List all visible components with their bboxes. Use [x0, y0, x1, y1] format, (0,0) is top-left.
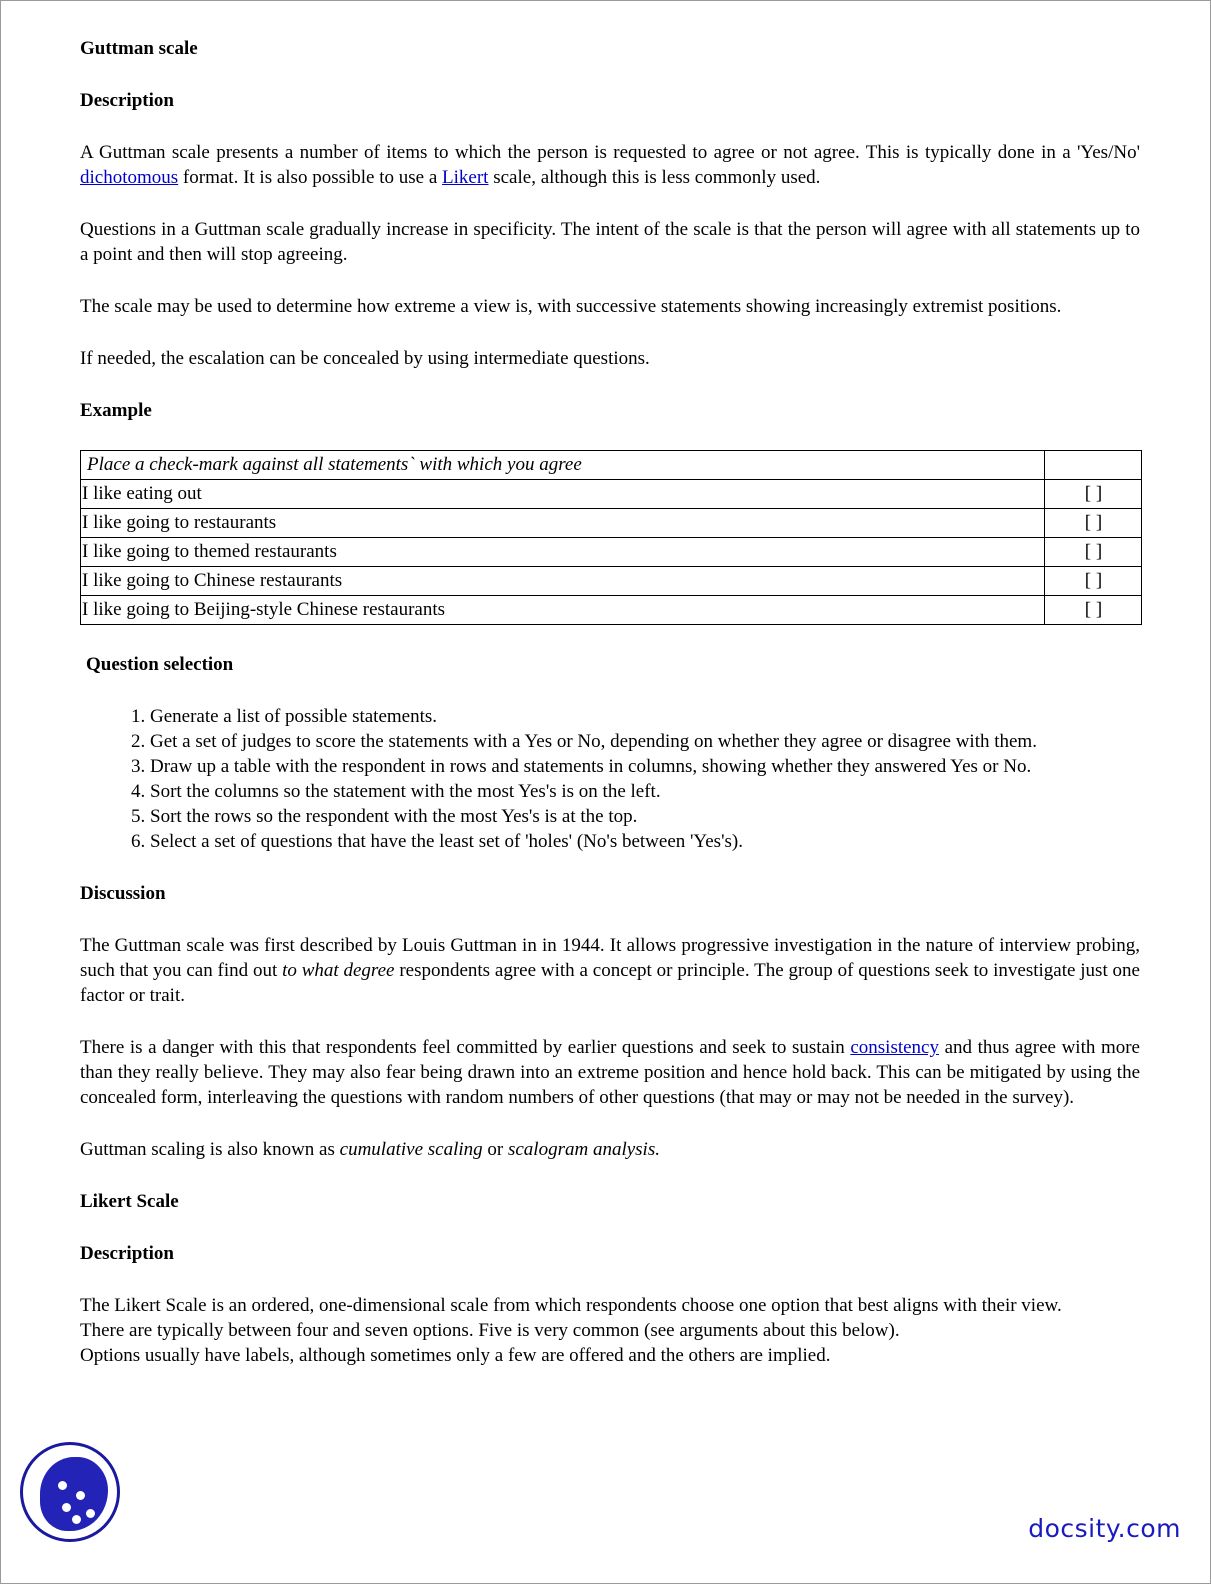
list-item: 3. Draw up a table with the respondent in rows and statements in columns, showing whether they answered Yes or No. [150, 754, 1140, 779]
guttman-paragraph-1 [80, 140, 1140, 190]
text-run: and thus agree with more than they really believe. They may also fear being drawn into an extreme position and hence hold back. This can be mitigated by using the concealed form, interleaving the questions with random numbers of other questions (that may or may not be needed in the survey). [80, 1037, 1140, 1108]
table-header-empty-cell [1045, 451, 1142, 480]
question-selection-heading: Question selection [86, 654, 234, 675]
docsity-logo-icon [20, 1442, 120, 1542]
statement-cell: I like going to themed restaurants [81, 538, 1045, 567]
table-header-row [81, 451, 1142, 480]
text-run: scale, although this is less commonly used. [488, 167, 821, 188]
checkbox-cell[interactable]: [ ] [1045, 596, 1142, 625]
text-run: The Guttman scale was first described by Louis Guttman in in 1944. It allows progressive investigation in the nature of interview probing, such that you can find out [80, 935, 1140, 981]
guttman-title: Guttman scale [80, 38, 198, 59]
table-header-cell: Place a check-mark against all statements` with which you agree [81, 451, 1045, 480]
logo-dot [58, 1481, 67, 1490]
checkbox-cell[interactable]: [ ] [1045, 480, 1142, 509]
logo-blob [40, 1457, 108, 1531]
example-table [80, 450, 1142, 625]
guttman-paragraph-2: Questions in a Guttman scale gradually increase in specificity. The intent of the scale is that the person will agree with all statements up to a point and then will stop agreeing. [80, 219, 1140, 265]
text-run: respondents agree with a concept or principle. The group of questions seek to investigate just one factor or trait. [80, 960, 1140, 1006]
emphasis: scalogram analysis. [507, 1139, 660, 1160]
likert-paragraph-3: Options usually have labels, although sometimes only a few are offered and the others are implied. [80, 1345, 831, 1366]
text-run: format. It is also possible to use a [178, 167, 443, 188]
discussion-paragraph-1 [80, 933, 1140, 1008]
consistency-link[interactable]: consistency [850, 1037, 939, 1058]
table-row [81, 567, 1142, 596]
table-row [81, 596, 1142, 625]
list-item: 1. Generate a list of possible statements. [150, 704, 1140, 729]
discussion-paragraph-2 [80, 1035, 1140, 1110]
table-row [81, 480, 1142, 509]
guttman-paragraph-3: The scale may be used to determine how extreme a view is, with successive statements showing increasingly extremist positions. [80, 296, 1062, 317]
list-item: 2. Get a set of judges to score the statements with a Yes or No, depending on whether they agree or disagree with them. [150, 729, 1140, 754]
text-run: or [482, 1139, 508, 1160]
document-body [80, 36, 1140, 1368]
logo-dot [76, 1491, 85, 1500]
text-run: There is a danger with this that respondents feel committed by earlier questions and seek to sustain [80, 1037, 851, 1058]
discussion-heading: Discussion [80, 883, 166, 904]
emphasis: to what degree [282, 960, 395, 981]
list-item: 6. Select a set of questions that have the least set of 'holes' (No's between 'Yes's). [150, 829, 1140, 854]
example-heading: Example [80, 400, 152, 421]
table-row [81, 509, 1142, 538]
statement-cell: I like going to Chinese restaurants [81, 567, 1045, 596]
dichotomous-link[interactable]: dichotomous [80, 167, 179, 188]
list-item: 5. Sort the rows so the respondent with the most Yes's is at the top. [150, 804, 1140, 829]
likert-link[interactable]: Likert [442, 167, 489, 188]
checkbox-cell[interactable]: [ ] [1045, 509, 1142, 538]
checkbox-cell[interactable]: [ ] [1045, 538, 1142, 567]
discussion-paragraph-3 [80, 1137, 1140, 1162]
likert-paragraph-2: There are typically between four and seven options. Five is very common (see arguments about this below). [80, 1320, 900, 1341]
docsity-watermark[interactable]: docsity.com [1028, 1514, 1181, 1543]
statement-cell: I like going to Beijing-style Chinese restaurants [81, 596, 1045, 625]
guttman-description-heading: Description [80, 90, 174, 111]
likert-description-heading: Description [80, 1243, 174, 1264]
likert-paragraph-1: The Likert Scale is an ordered, one-dimensional scale from which respondents choose one option that best aligns with their view. [80, 1295, 1062, 1316]
text-run: Guttman scaling is also known as [80, 1139, 340, 1160]
list-item: 4. Sort the columns so the statement with the most Yes's is on the left. [150, 779, 1140, 804]
statement-cell: I like eating out [81, 480, 1045, 509]
logo-dot [72, 1515, 81, 1524]
logo-dot [86, 1509, 95, 1518]
logo-dot [62, 1503, 71, 1512]
steps-list [80, 704, 1140, 854]
text-run: A Guttman scale presents a number of items to which the person is requested to agree or not agree. This is typically done in a 'Yes/No' [80, 142, 1140, 163]
statement-cell: I like going to restaurants [81, 509, 1045, 538]
table-row [81, 538, 1142, 567]
emphasis: cumulative scaling [339, 1139, 483, 1160]
likert-title: Likert Scale [80, 1191, 179, 1212]
guttman-paragraph-4: If needed, the escalation can be concealed by using intermediate questions. [80, 348, 650, 369]
checkbox-cell[interactable]: [ ] [1045, 567, 1142, 596]
